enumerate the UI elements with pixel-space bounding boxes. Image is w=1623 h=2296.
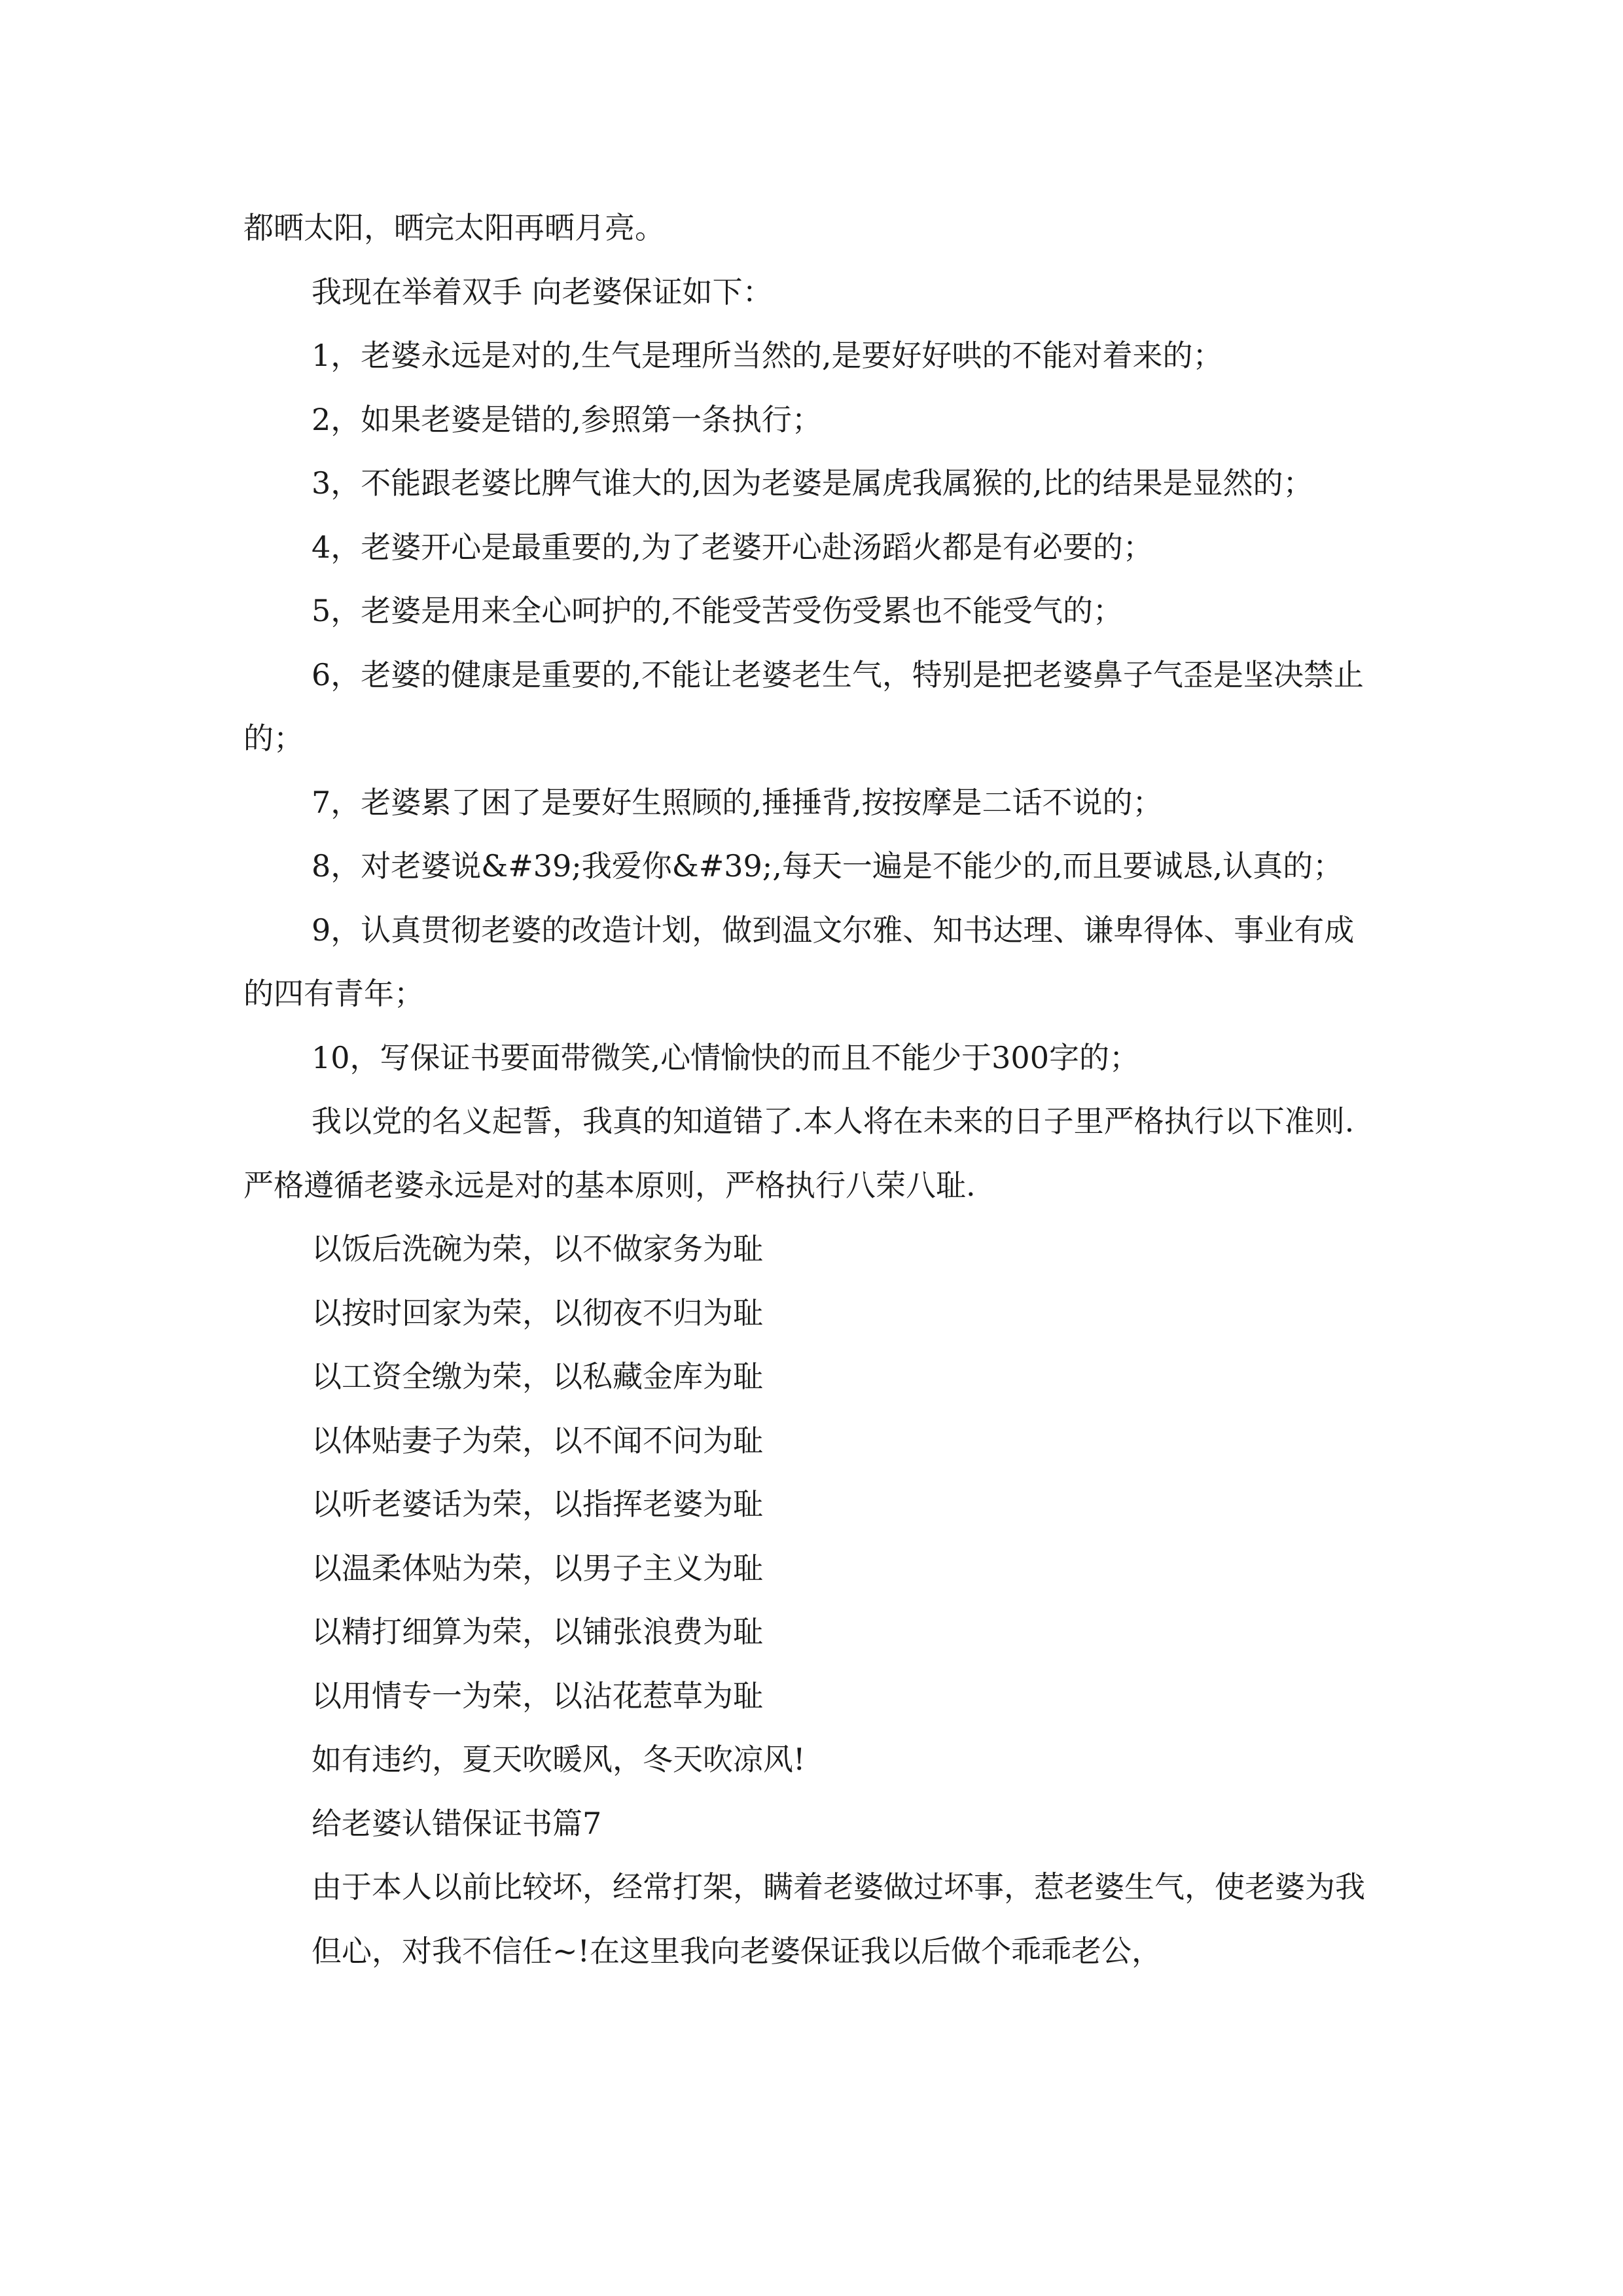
promise-item-2: 2，如果老婆是错的,参照第一条执行； (312, 401, 822, 437)
honor-list (243, 1217, 1382, 1728)
document-body (243, 196, 1382, 1983)
section-title: 给老婆认错保证书篇7 (312, 1805, 602, 1841)
paragraph-continuation: 都晒太阳，晒完太阳再晒月亮。 (243, 210, 665, 245)
promise-item-9: 9，认真贯彻老婆的改造计划，做到温文尔雅、知书达理、谦卑得体、事业有成的四有青年； (243, 912, 1355, 1011)
honor-item-6: 以温柔体贴为荣，以男子主义为耻 (312, 1550, 763, 1586)
promise-item-4: 4，老婆开心是最重要的,为了老婆开心赴汤蹈火都是有必要的； (312, 529, 1153, 565)
promise-item-5: 5，老婆是用来全心呵护的,不能受苦受伤受累也不能受气的； (312, 593, 1123, 628)
honor-item-5: 以听老婆话为荣，以指挥老婆为耻 (312, 1486, 763, 1522)
honor-item-1: 以饭后洗碗为荣，以不做家务为耻 (312, 1231, 763, 1266)
honor-item-2: 以按时回家为荣，以彻夜不归为耻 (312, 1295, 763, 1331)
paragraph-intro: 我现在举着双手 向老婆保证如下： (312, 274, 773, 310)
promise-item-8: 8，对老婆说&#39;我爱你&#39;,每天一遍是不能少的,而且要诚恳,认真的； (312, 848, 1344, 884)
promise-item-10: 10，写保证书要面带微笑,心情愉快的而且不能少于300字的； (312, 1039, 1139, 1075)
promise-list (243, 324, 1382, 1090)
paragraph-oath: 我以党的名义起誓，我真的知道错了.本人将在未来的日子里严格执行以下准则.严格遵循老婆永远是对的基本原则，严格执行八荣八耻. (243, 1103, 1355, 1203)
promise-item-1: 1，老婆永远是对的,生气是理所当然的,是要好好哄的不能对着来的； (312, 338, 1223, 373)
honor-item-7: 以精打细算为荣，以铺张浪费为耻 (312, 1614, 763, 1649)
promise-item-6: 6，老婆的健康是重要的,不能让老婆老生气，特别是把老婆鼻子气歪是坚决禁止的； (243, 656, 1364, 756)
honor-item-8: 以用情专一为荣，以沾花惹草为耻 (312, 1677, 763, 1713)
paragraph-body-1: 由于本人以前比较坏，经常打架，瞒着老婆做过坏事，惹老婆生气，使老婆为我 (312, 1869, 1365, 1905)
promise-item-3: 3，不能跟老婆比脾气谁大的,因为老婆是属虎我属猴的,比的结果是显然的； (312, 465, 1313, 501)
promise-item-7: 7，老婆累了困了是要好生照顾的,捶捶背,按按摩是二话不说的； (312, 784, 1163, 820)
honor-item-4: 以体贴妻子为荣，以不闻不问为耻 (312, 1422, 763, 1458)
paragraph-penalty: 如有违约，夏天吹暖风，冬天吹凉风! (312, 1742, 806, 1777)
paragraph-body-2: 但心，对我不信任~!在这里我向老婆保证我以后做个乖乖老公， (312, 1933, 1162, 1969)
honor-item-3: 以工资全缴为荣，以私藏金库为耻 (312, 1359, 763, 1394)
